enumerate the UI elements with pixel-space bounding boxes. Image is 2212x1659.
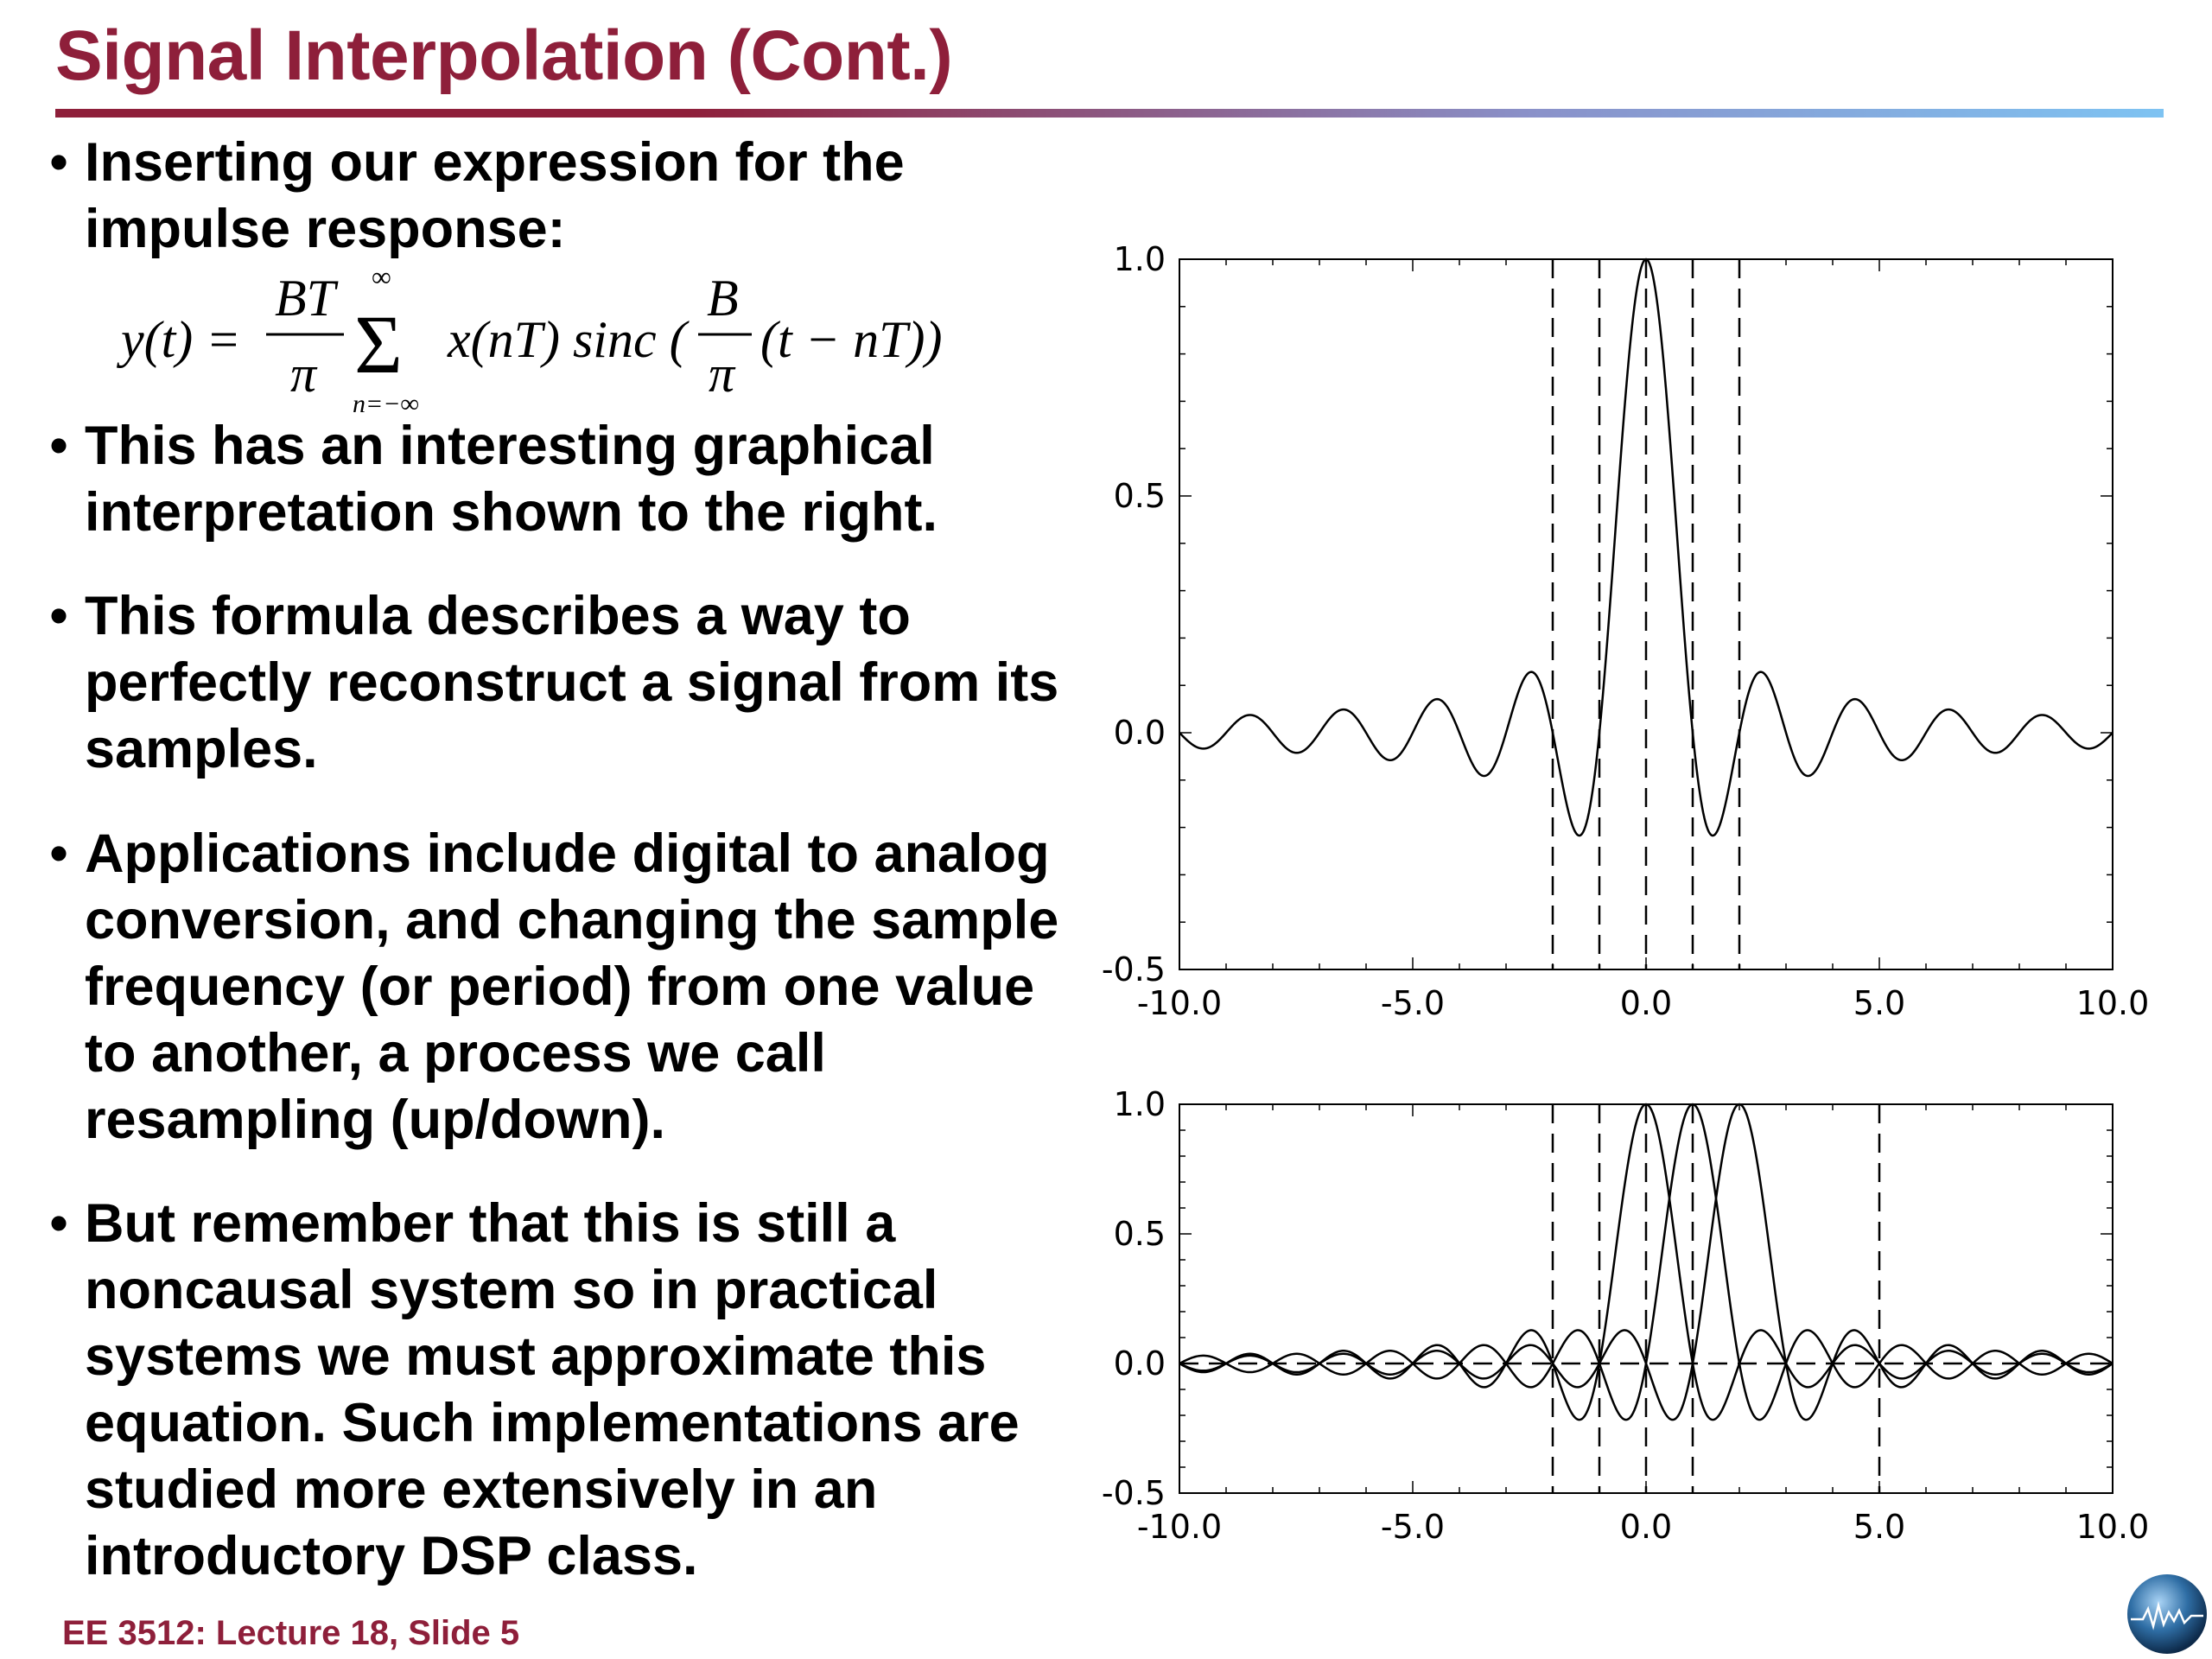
formula-frac2-den: π — [709, 346, 735, 403]
bullet-marker: • — [48, 416, 69, 476]
x-tick-label: 5.0 — [1853, 984, 1906, 1022]
y-tick-label: 1.0 — [1113, 240, 1166, 278]
bullet-3 — [41, 583, 1070, 783]
slide-title: Signal Interpolation (Cont.) — [55, 16, 953, 95]
formula-term: x(nT) sinc ( — [448, 311, 687, 368]
y-tick-label: 0.0 — [1113, 1344, 1166, 1382]
slide-footer: EE 3512: Lecture 18, Slide 5 — [62, 1614, 520, 1652]
formula-frac2-num: B — [707, 270, 739, 327]
y-tick-label: -0.5 — [1101, 1474, 1166, 1512]
sinc-plot-bottom — [1080, 1070, 2169, 1558]
bullet-text: This has an interesting graphical interpretation shown to the right. — [85, 416, 938, 543]
x-tick-label: 0.0 — [1619, 984, 1673, 1022]
title-divider — [55, 109, 2164, 118]
formula-svg — [121, 261, 985, 419]
formula-sum-sign: Σ — [354, 298, 403, 391]
formula-frac1-num: BT — [275, 270, 336, 327]
x-tick-label: 10.0 — [2075, 984, 2150, 1022]
bullet-5 — [41, 1191, 1070, 1590]
sinc-plot-top-svg — [1080, 225, 2169, 1054]
x-tick-label: -5.0 — [1380, 1508, 1446, 1546]
bullet-text: This formula describes a way to perfectly reconstruct a signal from its samples. — [85, 586, 1059, 779]
bullet-1 — [41, 130, 1070, 263]
y-tick-label: 0.5 — [1113, 1215, 1166, 1253]
x-tick-label: -5.0 — [1380, 984, 1446, 1022]
x-tick-label: 0.0 — [1619, 1508, 1673, 1546]
bullet-4 — [41, 821, 1070, 1154]
globe-logo-icon — [2124, 1571, 2210, 1657]
bullet-text: But remember that this is still a noncausal system so in practical systems we must approximate this equation. Such implementations are studied more extensively in an introductory DSP class. — [85, 1193, 1020, 1586]
x-tick-label: -10.0 — [1136, 1508, 1223, 1546]
y-tick-label: 1.0 — [1113, 1085, 1166, 1123]
bullet-text: Applications include digital to analog conversion, and changing the sample frequency (or period) from one value to another, a process we call resampling (up/down). — [85, 823, 1059, 1150]
y-tick-label: -0.5 — [1101, 950, 1166, 988]
bullet-marker: • — [48, 823, 69, 884]
bullet-marker: • — [48, 586, 69, 646]
x-tick-label: 5.0 — [1853, 1508, 1906, 1546]
interpolation-formula — [121, 261, 985, 419]
formula-lhs: y(t) = — [121, 311, 241, 368]
sinc-plot-bottom-svg — [1080, 1070, 2169, 1554]
formula-sum-upper: ∞ — [372, 261, 391, 292]
bullet-text: Inserting our expression for the impulse response: — [85, 132, 905, 259]
sinc-curve — [1179, 259, 2113, 836]
bullet-2 — [41, 413, 1070, 546]
y-tick-label: 0.5 — [1113, 477, 1166, 515]
formula-sum-lower: n=−∞ — [353, 390, 419, 418]
x-tick-label: 10.0 — [2075, 1508, 2150, 1546]
y-tick-label: 0.0 — [1113, 714, 1166, 752]
bullet-marker: • — [48, 1193, 69, 1254]
x-tick-label: -10.0 — [1136, 984, 1223, 1022]
formula-tail: (t − nT)) — [760, 311, 943, 368]
sinc-plot-top — [1080, 225, 2169, 1058]
formula-frac1-den: π — [290, 346, 317, 403]
bullet-marker: • — [48, 132, 69, 193]
